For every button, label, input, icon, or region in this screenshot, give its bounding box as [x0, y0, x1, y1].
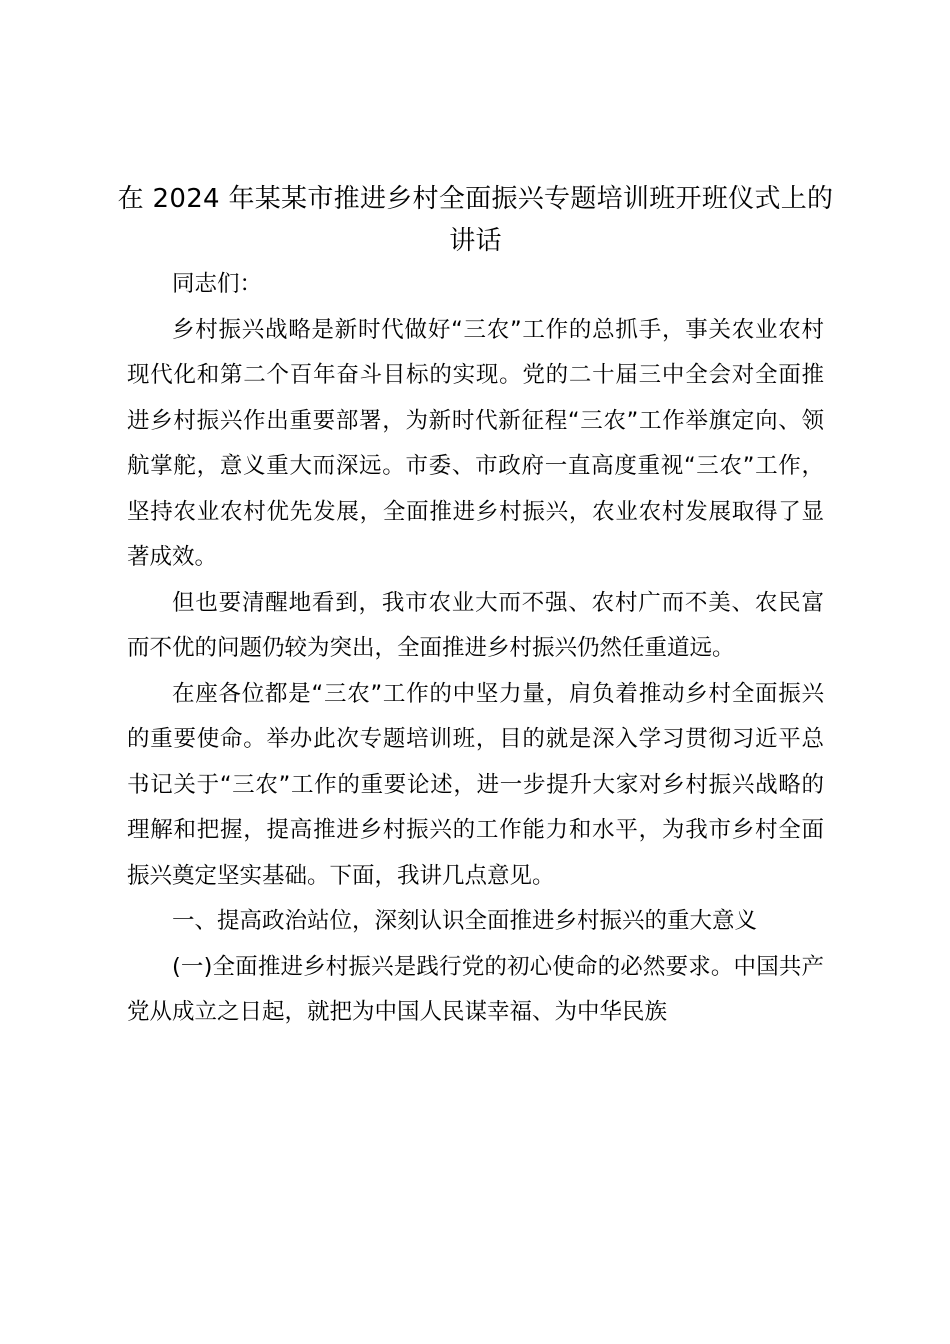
paragraph-intro: 乡村振兴战略是新时代做好“三农”工作的总抓手，事关农业农村现代化和第二个百年奋斗目标的实现。党的二十届三中全会对全面推进乡村振兴作出重要部署，为新时代新征程“三农”工作举旗定向、领航掌舵，意义重大而深远。市委、市政府一直高度重视“三农”工作，坚持农业农村优先发展，全面推进乡村振兴，农业农村发展取得了显著成效。: [127, 316, 824, 570]
paragraph-problems: 但也要清醒地看到，我市农业大而不强、农村广而不美、农民富而不优的问题仍较为突出，全面推进乡村振兴仍然任重道远。: [127, 589, 824, 661]
section-heading-1: 一、提高政治站位，深刻认识全面推进乡村振兴的重大意义: [172, 908, 758, 934]
paragraph-subsection-1: (一)全面推进乡村振兴是践行党的初心使命的必然要求。中国共产党从成立之日起，就把为中国人民谋幸福、为中华民族: [127, 953, 824, 1025]
document-page: [117, 178, 834, 1036]
greeting: 同志们：: [172, 271, 263, 297]
document-body: [127, 262, 824, 1036]
paragraph-purpose: 在座各位都是“三农”工作的中坚力量，肩负着推动乡村全面振兴的重要使命。举办此次专题培训班，目的就是深入学习贯彻习近平总书记关于“三农”工作的重要论述，进一步提升大家对乡村振兴战略的理解和把握，提高推进乡村振兴的工作能力和水平，为我市乡村全面振兴奠定坚实基础。下面，我讲几点意见。: [127, 680, 824, 889]
document-title: 在 2024 年某某市推进乡村全面振兴专题培训班开班仪式上的讲话: [117, 184, 834, 256]
